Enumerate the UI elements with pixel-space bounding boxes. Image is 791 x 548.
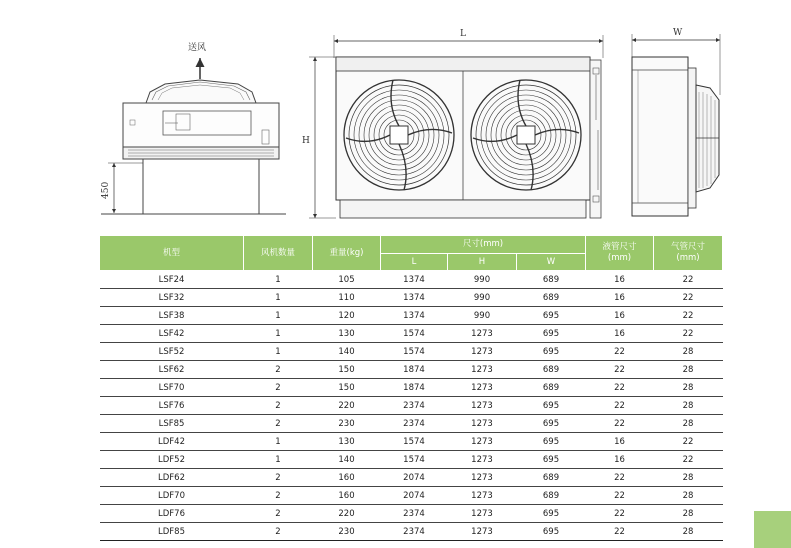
weight-cell: 220 xyxy=(313,397,381,415)
gas-pipe-cell: 28 xyxy=(654,523,723,541)
liquid-pipe-cell: 22 xyxy=(586,523,654,541)
spec-table xyxy=(99,235,723,541)
fan-count-cell: 2 xyxy=(244,379,313,397)
width-cell: 695 xyxy=(517,505,586,523)
fan-count-cell: 1 xyxy=(244,271,313,289)
corner-decoration xyxy=(754,511,791,548)
length-label: L xyxy=(460,29,466,39)
liquid-pipe-cell: 16 xyxy=(586,325,654,343)
gas-pipe-cell: 22 xyxy=(654,307,723,325)
table-row xyxy=(100,415,723,433)
table-row xyxy=(100,307,723,325)
table-row xyxy=(100,505,723,523)
liquid-pipe-cell: 16 xyxy=(586,307,654,325)
header-height: H xyxy=(448,254,517,271)
liquid-pipe-cell: 22 xyxy=(586,397,654,415)
weight-cell: 105 xyxy=(313,271,381,289)
width-cell: 695 xyxy=(517,451,586,469)
model-cell: LDF70 xyxy=(100,487,244,505)
fan-count-cell: 2 xyxy=(244,361,313,379)
header-weight: 重量(kg) xyxy=(313,236,381,271)
length-cell: 1874 xyxy=(381,379,448,397)
fan-count-cell: 2 xyxy=(244,505,313,523)
width-cell: 695 xyxy=(517,433,586,451)
model-cell: LSF38 xyxy=(100,307,244,325)
model-cell: LSF85 xyxy=(100,415,244,433)
height-cell: 1273 xyxy=(448,397,517,415)
model-cell: LDF42 xyxy=(100,433,244,451)
table-row xyxy=(100,271,723,289)
gas-pipe-cell: 28 xyxy=(654,361,723,379)
header-liquid-pipe: 液管尺寸 (mm) xyxy=(586,236,654,271)
width-cell: 689 xyxy=(517,469,586,487)
liquid-pipe-cell: 16 xyxy=(586,433,654,451)
weight-cell: 130 xyxy=(313,433,381,451)
width-cell: 695 xyxy=(517,325,586,343)
table-row xyxy=(100,325,723,343)
liquid-pipe-cell: 22 xyxy=(586,379,654,397)
width-cell: 695 xyxy=(517,415,586,433)
header-gas-pipe: 气管尺寸 (mm) xyxy=(654,236,723,271)
height-cell: 1273 xyxy=(448,325,517,343)
height-cell: 990 xyxy=(448,307,517,325)
height-cell: 1273 xyxy=(448,469,517,487)
model-cell: LSF24 xyxy=(100,271,244,289)
technical-drawing xyxy=(0,0,791,230)
fan-count-cell: 1 xyxy=(244,451,313,469)
height-450-label: 450 xyxy=(101,181,111,199)
gas-pipe-cell: 22 xyxy=(654,451,723,469)
width-cell: 689 xyxy=(517,487,586,505)
liquid-pipe-cell: 16 xyxy=(586,289,654,307)
width-cell: 695 xyxy=(517,523,586,541)
airflow-label: 送风 xyxy=(188,43,207,53)
length-cell: 2374 xyxy=(381,505,448,523)
width-cell: 695 xyxy=(517,307,586,325)
height-cell: 1273 xyxy=(448,505,517,523)
length-cell: 1374 xyxy=(381,271,448,289)
model-cell: LSF42 xyxy=(100,325,244,343)
width-cell: 689 xyxy=(517,289,586,307)
table-row xyxy=(100,397,723,415)
liquid-pipe-cell: 22 xyxy=(586,415,654,433)
weight-cell: 140 xyxy=(313,343,381,361)
table-row xyxy=(100,451,723,469)
width-label: W xyxy=(673,28,683,38)
header-length: L xyxy=(381,254,448,271)
model-cell: LDF85 xyxy=(100,523,244,541)
height-cell: 1273 xyxy=(448,343,517,361)
length-cell: 1574 xyxy=(381,343,448,361)
table-row xyxy=(100,361,723,379)
header-model: 机型 xyxy=(100,236,244,271)
liquid-pipe-cell: 22 xyxy=(586,361,654,379)
weight-cell: 160 xyxy=(313,469,381,487)
fan-count-cell: 2 xyxy=(244,523,313,541)
front-view xyxy=(302,29,603,218)
side-view xyxy=(101,41,286,214)
end-view xyxy=(632,28,720,216)
fan-count-cell: 1 xyxy=(244,307,313,325)
length-cell: 1374 xyxy=(381,307,448,325)
weight-cell: 220 xyxy=(313,505,381,523)
gas-pipe-cell: 22 xyxy=(654,289,723,307)
length-cell: 2374 xyxy=(381,523,448,541)
fan-count-cell: 1 xyxy=(244,289,313,307)
length-cell: 1574 xyxy=(381,451,448,469)
model-cell: LSF52 xyxy=(100,343,244,361)
model-cell: LSF62 xyxy=(100,361,244,379)
length-cell: 1574 xyxy=(381,325,448,343)
length-cell: 1574 xyxy=(381,433,448,451)
table-row xyxy=(100,379,723,397)
fan-count-cell: 2 xyxy=(244,415,313,433)
weight-cell: 230 xyxy=(313,523,381,541)
gas-pipe-cell: 28 xyxy=(654,397,723,415)
fan-count-cell: 1 xyxy=(244,343,313,361)
height-cell: 1273 xyxy=(448,451,517,469)
gas-pipe-cell: 28 xyxy=(654,487,723,505)
liquid-pipe-cell: 22 xyxy=(586,505,654,523)
gas-pipe-cell: 28 xyxy=(654,415,723,433)
height-cell: 1273 xyxy=(448,379,517,397)
table-row xyxy=(100,523,723,541)
model-cell: LSF70 xyxy=(100,379,244,397)
width-cell: 695 xyxy=(517,343,586,361)
length-cell: 2074 xyxy=(381,487,448,505)
height-cell: 1273 xyxy=(448,523,517,541)
fan-count-cell: 2 xyxy=(244,397,313,415)
length-cell: 2374 xyxy=(381,415,448,433)
table-row xyxy=(100,433,723,451)
width-cell: 689 xyxy=(517,271,586,289)
fan-count-cell: 2 xyxy=(244,487,313,505)
height-cell: 1273 xyxy=(448,361,517,379)
weight-cell: 230 xyxy=(313,415,381,433)
weight-cell: 130 xyxy=(313,325,381,343)
table-row xyxy=(100,343,723,361)
model-cell: LDF62 xyxy=(100,469,244,487)
weight-cell: 150 xyxy=(313,379,381,397)
height-cell: 990 xyxy=(448,289,517,307)
liquid-pipe-cell: 16 xyxy=(586,451,654,469)
width-cell: 695 xyxy=(517,397,586,415)
width-cell: 689 xyxy=(517,379,586,397)
length-cell: 2074 xyxy=(381,469,448,487)
liquid-pipe-cell: 22 xyxy=(586,343,654,361)
weight-cell: 160 xyxy=(313,487,381,505)
header-row xyxy=(100,236,723,254)
gas-pipe-cell: 22 xyxy=(654,325,723,343)
fan-count-cell: 1 xyxy=(244,433,313,451)
gas-pipe-cell: 28 xyxy=(654,343,723,361)
gas-pipe-cell: 28 xyxy=(654,505,723,523)
height-cell: 1273 xyxy=(448,433,517,451)
liquid-pipe-cell: 22 xyxy=(586,469,654,487)
gas-pipe-cell: 22 xyxy=(654,433,723,451)
weight-cell: 110 xyxy=(313,289,381,307)
fan-count-cell: 1 xyxy=(244,325,313,343)
height-cell: 1273 xyxy=(448,415,517,433)
height-label: H xyxy=(302,136,310,146)
width-cell: 689 xyxy=(517,361,586,379)
table-row xyxy=(100,289,723,307)
model-cell: LDF52 xyxy=(100,451,244,469)
height-cell: 990 xyxy=(448,271,517,289)
weight-cell: 120 xyxy=(313,307,381,325)
model-cell: LSF76 xyxy=(100,397,244,415)
header-dimensions: 尺寸(mm) xyxy=(381,236,586,254)
spec-table-body xyxy=(100,271,723,541)
table-row xyxy=(100,469,723,487)
header-fan-count: 风机数量 xyxy=(244,236,313,271)
model-cell: LDF76 xyxy=(100,505,244,523)
gas-pipe-cell: 28 xyxy=(654,469,723,487)
liquid-pipe-cell: 22 xyxy=(586,487,654,505)
length-cell: 2374 xyxy=(381,397,448,415)
weight-cell: 150 xyxy=(313,361,381,379)
gas-pipe-cell: 28 xyxy=(654,379,723,397)
length-cell: 1874 xyxy=(381,361,448,379)
fan-count-cell: 2 xyxy=(244,469,313,487)
model-cell: LSF32 xyxy=(100,289,244,307)
gas-pipe-cell: 22 xyxy=(654,271,723,289)
weight-cell: 140 xyxy=(313,451,381,469)
table-row xyxy=(100,487,723,505)
liquid-pipe-cell: 16 xyxy=(586,271,654,289)
header-width: W xyxy=(517,254,586,271)
height-cell: 1273 xyxy=(448,487,517,505)
length-cell: 1374 xyxy=(381,289,448,307)
